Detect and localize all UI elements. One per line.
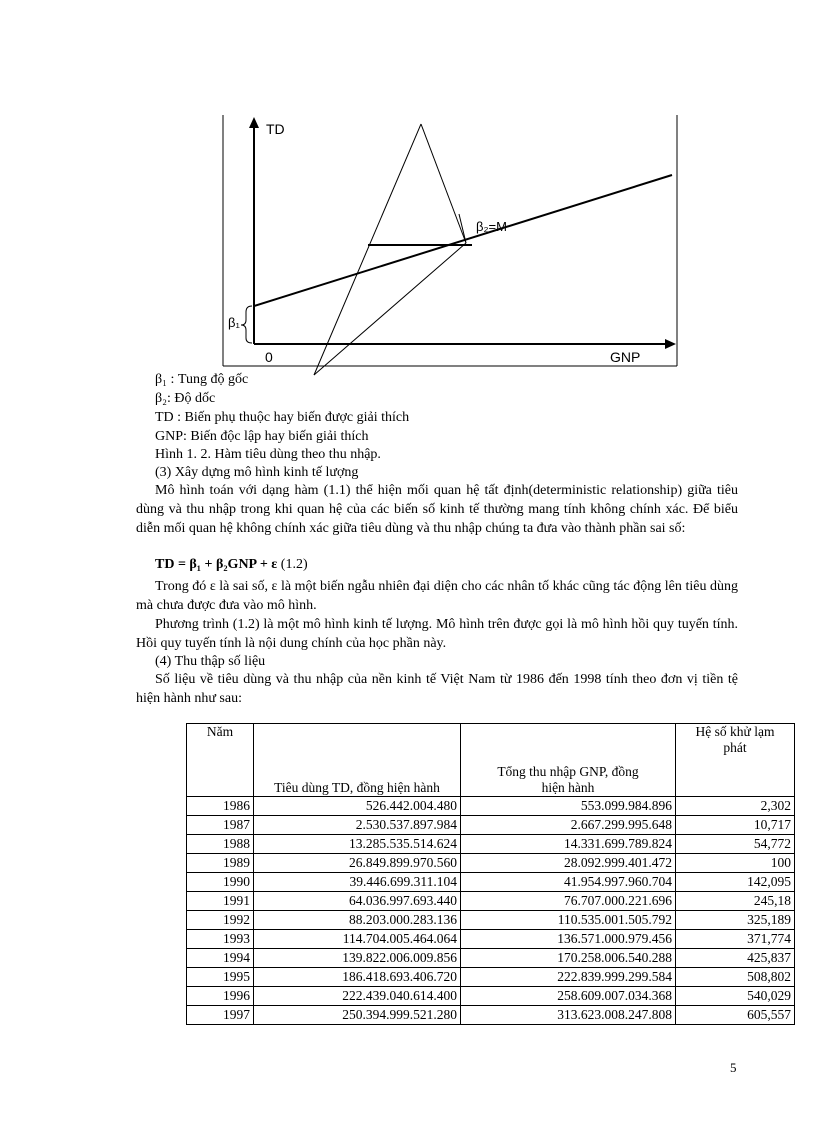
cell-income: 110.535.001.505.792 bbox=[461, 911, 676, 930]
cell-consumption: 2.530.537.897.984 bbox=[254, 816, 461, 835]
cell-year: 1987 bbox=[187, 816, 254, 835]
header-consumption: Tiêu dùng TD, đồng hiện hành bbox=[254, 724, 461, 797]
cell-income: 553.099.984.896 bbox=[461, 797, 676, 816]
cell-consumption: 222.439.040.614.400 bbox=[254, 987, 461, 1006]
cell-year: 1994 bbox=[187, 949, 254, 968]
regression-paragraph bbox=[136, 615, 738, 653]
cell-year: 1989 bbox=[187, 854, 254, 873]
cell-year: 1993 bbox=[187, 930, 254, 949]
cell-deflator: 2,302 bbox=[676, 797, 795, 816]
y-axis-label: TD bbox=[266, 121, 285, 137]
section3-heading: (3) Xây dựng mô hình kinh tế lượng bbox=[155, 465, 359, 480]
cell-year: 1988 bbox=[187, 835, 254, 854]
cell-year: 1997 bbox=[187, 1006, 254, 1025]
cell-year: 1986 bbox=[187, 797, 254, 816]
table-row bbox=[187, 835, 795, 854]
cell-consumption: 526.442.004.480 bbox=[254, 797, 461, 816]
cell-income: 76.707.000.221.696 bbox=[461, 892, 676, 911]
cell-year: 1995 bbox=[187, 968, 254, 987]
cell-income: 258.609.007.034.368 bbox=[461, 987, 676, 1006]
consumption-function-figure bbox=[0, 0, 816, 390]
cell-year: 1991 bbox=[187, 892, 254, 911]
cell-consumption: 39.446.699.311.104 bbox=[254, 873, 461, 892]
cell-deflator: 245,18 bbox=[676, 892, 795, 911]
table-header-row bbox=[187, 724, 795, 797]
table-row bbox=[187, 1006, 795, 1025]
cell-consumption: 64.036.997.693.440 bbox=[254, 892, 461, 911]
cell-deflator: 371,774 bbox=[676, 930, 795, 949]
table-row bbox=[187, 930, 795, 949]
table-row bbox=[187, 873, 795, 892]
slope-label: β₂=M bbox=[476, 219, 507, 234]
table-row bbox=[187, 987, 795, 1006]
page-number: 5 bbox=[730, 1060, 737, 1075]
legend-td: TD : Biến phụ thuộc hay biến được giải thích bbox=[155, 410, 410, 425]
cell-income: 170.258.006.540.288 bbox=[461, 949, 676, 968]
cell-consumption: 13.285.535.514.624 bbox=[254, 835, 461, 854]
cell-income: 41.954.997.960.704 bbox=[461, 873, 676, 892]
cell-income: 14.331.699.789.824 bbox=[461, 835, 676, 854]
cell-income: 28.092.999.401.472 bbox=[461, 854, 676, 873]
epsilon-paragraph-text: Trong đó ε là sai số, ε là một biến ngẫu nhiên đại diện cho các nhân tố khác cũng tác động lên tiêu dùng mà chưa được đưa vào mô hình. bbox=[136, 579, 738, 613]
legend-b1: β₁ : Tung độ gốc bbox=[155, 372, 249, 387]
formula-main: TD = β₁ + β₂GNP + ε bbox=[155, 557, 278, 572]
origin-label: 0 bbox=[265, 349, 273, 365]
section4-paragraph bbox=[136, 670, 738, 708]
cell-deflator: 540,029 bbox=[676, 987, 795, 1006]
cell-year: 1990 bbox=[187, 873, 254, 892]
formula-1-2 bbox=[155, 557, 308, 573]
legend-gnp: GNP: Biến độc lập hay biến giải thích bbox=[155, 429, 369, 444]
cell-income: 2.667.299.995.648 bbox=[461, 816, 676, 835]
cell-deflator: 142,095 bbox=[676, 873, 795, 892]
cell-deflator: 425,837 bbox=[676, 949, 795, 968]
regression-paragraph-text: Phương trình (1.2) là một mô hình kinh tế lượng. Mô hình trên được gọi là mô hình hồi quy tuyến tính. Hồi quy tuyến tính là nội dung chính của học phần này. bbox=[136, 617, 738, 651]
legend-b2: β₂: Độ dốc bbox=[155, 391, 216, 406]
cell-consumption: 114.704.005.464.064 bbox=[254, 930, 461, 949]
cell-consumption: 139.822.006.009.856 bbox=[254, 949, 461, 968]
intercept-brace bbox=[241, 306, 252, 343]
cell-deflator: 508,802 bbox=[676, 968, 795, 987]
table-row bbox=[187, 911, 795, 930]
cell-income: 136.571.000.979.456 bbox=[461, 930, 676, 949]
table-row bbox=[187, 797, 795, 816]
section4-heading: (4) Thu thập số liệu bbox=[155, 654, 266, 669]
cell-deflator: 54,772 bbox=[676, 835, 795, 854]
cell-year: 1992 bbox=[187, 911, 254, 930]
cell-year: 1996 bbox=[187, 987, 254, 1006]
figure-caption: Hình 1. 2. Hàm tiêu dùng theo thu nhập. bbox=[155, 447, 381, 462]
cell-consumption: 250.394.999.521.280 bbox=[254, 1006, 461, 1025]
consumption-line bbox=[254, 175, 672, 306]
table-row bbox=[187, 949, 795, 968]
table-row bbox=[187, 892, 795, 911]
cell-income: 313.623.008.247.808 bbox=[461, 1006, 676, 1025]
cell-deflator: 325,189 bbox=[676, 911, 795, 930]
header-year: Năm bbox=[187, 724, 254, 797]
formula-tag: (1.2) bbox=[280, 557, 308, 572]
header-deflator: Hệ số khử lạm phát bbox=[676, 724, 795, 797]
x-axis-label: GNP bbox=[610, 349, 641, 365]
y-axis-arrow bbox=[249, 117, 259, 128]
intercept-label: β₁ bbox=[228, 315, 240, 330]
consumption-income-table bbox=[186, 723, 795, 1025]
header-income: Tổng thu nhập GNP, đồng hiện hành bbox=[461, 724, 676, 797]
epsilon-paragraph bbox=[136, 577, 738, 615]
cell-income: 222.839.999.299.584 bbox=[461, 968, 676, 987]
cell-consumption: 186.418.693.406.720 bbox=[254, 968, 461, 987]
x-axis-arrow bbox=[665, 339, 676, 349]
cell-deflator: 605,557 bbox=[676, 1006, 795, 1025]
table-row bbox=[187, 816, 795, 835]
cell-deflator: 10,717 bbox=[676, 816, 795, 835]
cell-consumption: 88.203.000.283.136 bbox=[254, 911, 461, 930]
table-row bbox=[187, 968, 795, 987]
cell-consumption: 26.849.899.970.560 bbox=[254, 854, 461, 873]
table-row bbox=[187, 854, 795, 873]
pointer-line-1 bbox=[314, 124, 421, 375]
section3-paragraph bbox=[136, 481, 738, 538]
table-body bbox=[187, 797, 795, 1025]
cell-deflator: 100 bbox=[676, 854, 795, 873]
section3-paragraph-text: Mô hình toán với dạng hàm (1.1) thể hiện mối quan hệ tất định(deterministic relationship) giữa tiêu dùng và thu nhập trong khi quan hệ của các biến số kinh tế thường mang tính không chính xác. Để biểu diễn mối quan hệ không chính xác giữa tiêu dùng và thu nhập chúng ta đưa vào thành phần sai số: bbox=[136, 483, 738, 536]
section4-paragraph-text: Số liệu về tiêu dùng và thu nhập của nền kinh tế Việt Nam từ 1986 đến 1998 tính theo đơn vị tiền tệ hiện hành như sau: bbox=[136, 672, 738, 706]
pointer-line-2 bbox=[421, 124, 466, 243]
